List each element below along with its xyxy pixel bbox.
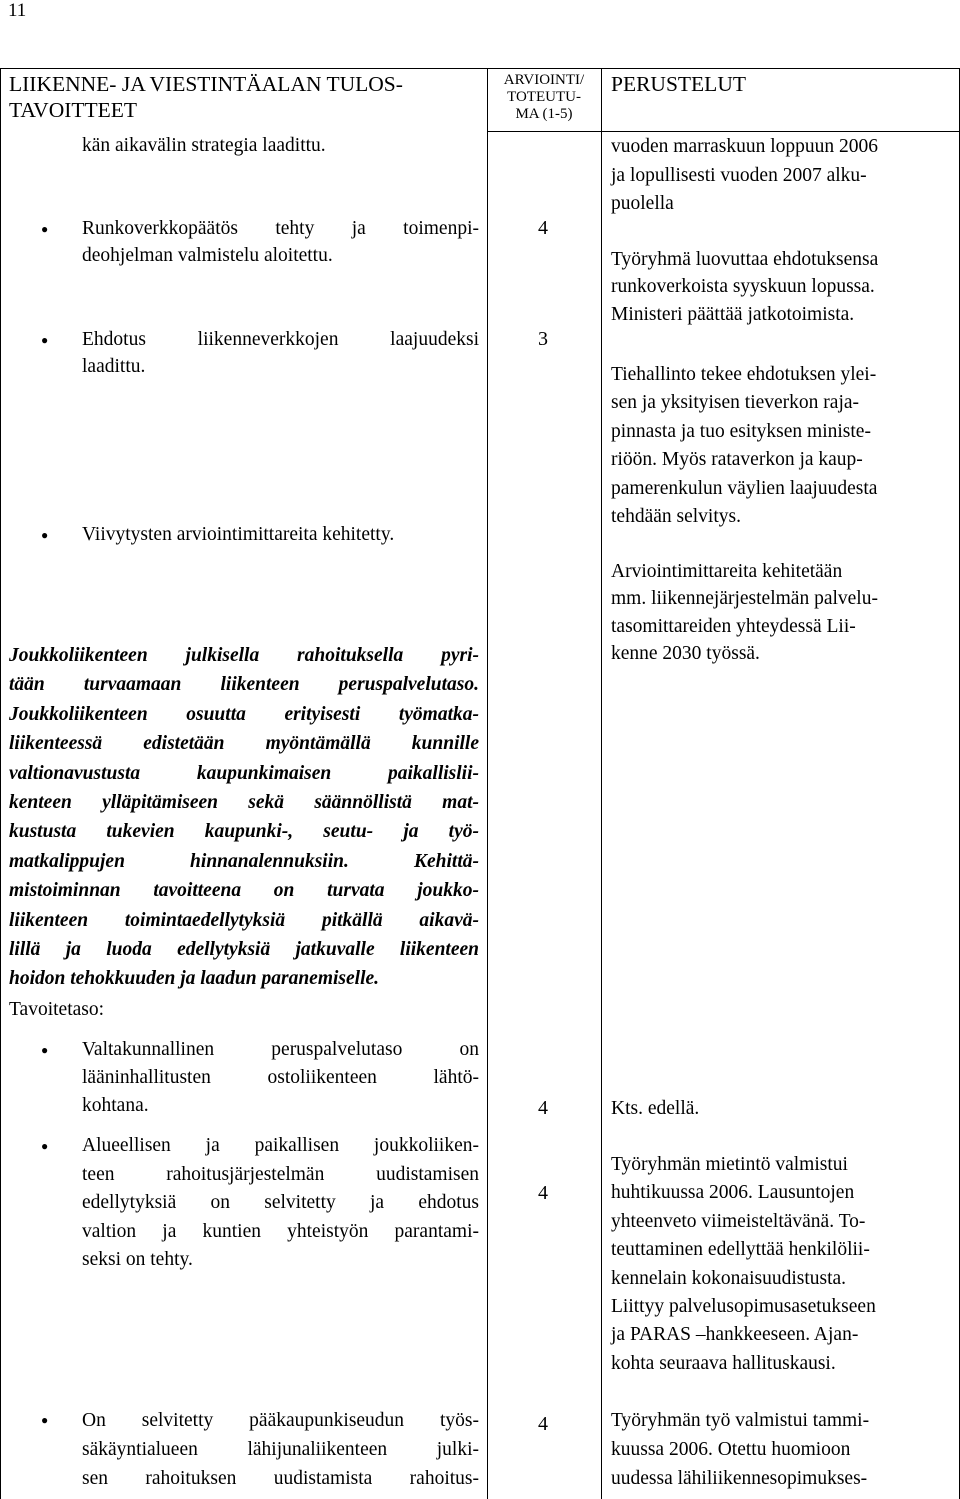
header-rating-line1: ARVIOINTI/ — [503, 72, 585, 88]
reason-p5: Kts. edellä. — [611, 1098, 700, 1119]
column-divider-2 — [601, 68, 602, 1499]
reason-p2: Työryhmä luovuttaa ehdotuksensa runkoverkoista syyskuun lopussa. Ministeri päättää jatkotoimista. — [611, 249, 879, 325]
reason-p3: Tiehallinto tekee ehdotuksen ylei- sen ja yksityisen tieverkon raja- pinnasta ja tuo esityksen ministe- riöön. Myös rataverkon ja kaup- pamerenkulun väylien laajuudesta tehdään selvitys. — [611, 364, 878, 528]
intro-line: kän aikavälin strategia laadittu. — [82, 135, 326, 156]
header-rating-line2: TOTEUTU- — [507, 89, 581, 105]
header-goals — [9, 71, 479, 123]
bullet-viivytys: Viivytysten arviointimittareita kehitetty. — [82, 524, 395, 545]
bullet-dot: ● — [41, 1043, 49, 1057]
bullet-dot: ● — [41, 222, 49, 236]
header-goals-line2: TAVOITTEET — [9, 98, 138, 122]
rating-value: 4 — [538, 217, 548, 239]
rating-value: 4 — [538, 1097, 548, 1119]
reason-p7: Työryhmän työ valmistui tammi- kuussa 2006. Otettu huomioon uudessa lähiliikennesopimukses- — [611, 1410, 870, 1489]
header-reasons: PERUSTELUT — [611, 72, 746, 96]
bullet-dot: ● — [41, 528, 49, 542]
page-number: 11 — [8, 0, 27, 21]
rating-value: 4 — [538, 1182, 548, 1204]
bullet-dot: ● — [41, 1413, 49, 1427]
header-separator-right — [487, 131, 960, 132]
target-level-label: Tavoitetaso: — [9, 999, 105, 1020]
rating-value: 3 — [538, 328, 548, 350]
bullet-ehdotus: Ehdotus liikenneverkkojen laajuudeksi laadittu. — [82, 329, 479, 378]
bullet-dot: ● — [41, 1139, 49, 1153]
column-divider-1 — [487, 68, 488, 1499]
header-goals-line1: LIIKENNE- JA VIESTINTÄALAN TULOS- — [9, 72, 403, 96]
joukkoliikenne-paragraph: Joukkoliikenteen julkisella rahoituksella pyri- tään turvaamaan liikenteen peruspalvelutaso. Joukkoliikenteen osuutta erityisesti työmatka- liikenteessä edistetään myöntämällä kunnille valtionavustusta kaupunkimaisen paikallislii- kenteen ylläpitämiseen sekä säännöllistä mat- kustusta tukevien kaupunki-, seutu- ja työ- matkalippujen hinnanalennuksiin. Kehittä- mistoiminnan tavoitteena on turvata joukko- liikenteen toimintaedellytyksiä pitkällä aikavä- lillä ja luoda edellytyksiä jatkuvalle liikenteen hoidon tehokkuuden ja laadun paranemiselle. — [9, 645, 479, 990]
reason-p1: vuoden marraskuun loppuun 2006 ja lopullisesti vuoden 2007 alku- puolella — [611, 136, 879, 214]
header-rating — [489, 72, 599, 123]
bullet-paakaupunkiseutu: On selvitetty pääkaupunkiseudun työs- säkäyntialueen lähijunaliikenteen julki- sen rahoituksen uudistamista rahoitus- — [82, 1410, 479, 1489]
table-top-border — [0, 68, 960, 69]
reason-p6: Työryhmän mietintö valmistui huhtikuussa 2006. Lausuntojen yhteenveto viimeisteltävänä. To- teuttaminen edellyttää henkilölii- kennelain kokonaisuudistusta. Liittyy palvelusopimusasetukseen ja PARAS –hankkeeseen. Ajan- kohta seuraava hallituskausi. — [611, 1154, 876, 1374]
reason-p4: Arviointimittareita kehitetään mm. liikennejärjestelmän palvelu- tasomittareiden yhteydessä Lii- kenne 2030 työssä. — [611, 561, 878, 664]
bullet-dot: ● — [41, 333, 49, 347]
table-left-border — [0, 68, 1, 1499]
header-rating-line3: MA (1-5) — [515, 106, 573, 122]
bullet-runkoverkko: Runkoverkkopäätös tehty ja toimenpi- deohjelman valmistelu aloitettu. — [82, 218, 479, 267]
bullet-valtakunnallinen: Valtakunnallinen peruspalvelutaso on lääninhallitusten ostoliikenteen lähtö- kohtana. — [82, 1039, 479, 1116]
bullet-alueellisen: Alueellisen ja paikallisen joukkoliiken- teen rahoitusjärjestelmän uudistamisen edellytyksiä on selvitetty ja ehdotus valtion ja kuntien yhteistyön parantami- seksi on tehty. — [82, 1135, 479, 1270]
rating-value: 4 — [538, 1413, 548, 1435]
